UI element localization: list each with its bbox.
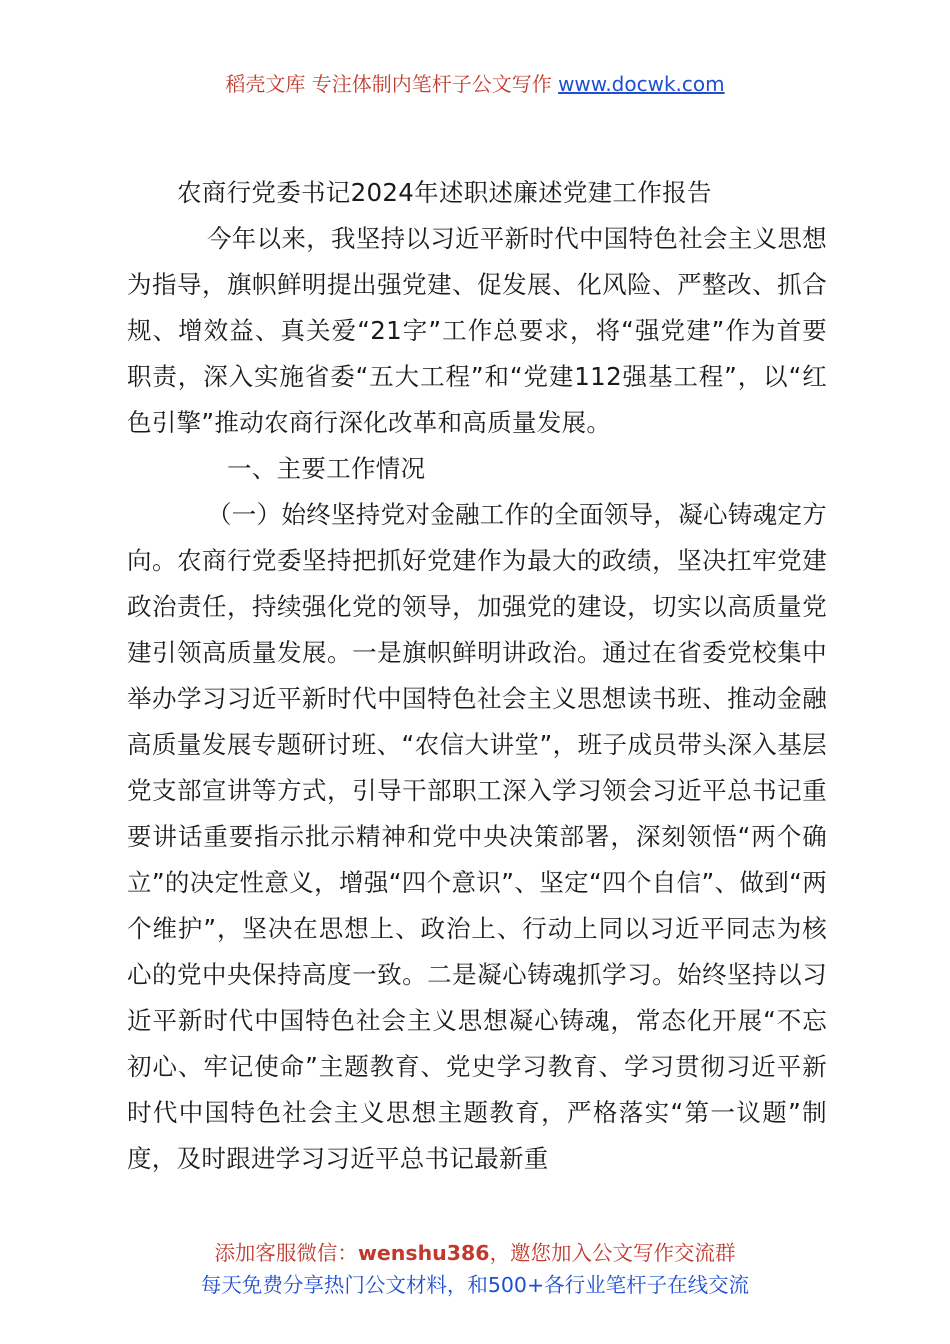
- header-banner: [0, 70, 950, 98]
- brand-tagline: 稻壳文库 专注体制内笔杆子公文写作: [225, 72, 559, 96]
- wechat-id: wenshu386: [357, 1241, 490, 1265]
- footer-contact-line: [0, 1237, 950, 1269]
- contact-prefix: 添加客服微信：: [214, 1241, 358, 1265]
- section-paragraph: （一）始终坚持党对金融工作的全面领导，凝心铸魂定方向。农商行党委坚持把抓好党建作为最大的政绩，坚决扛牢党建政治责任，持续强化党的领导，加强党的建设，切实以高质量党建引领高质量发展。一是旗帜鲜明讲政治。通过在省委党校集中举办学习习近平新时代中国特色社会主义思想读书班、推动金融高质量发展专题研讨班、“农信大讲堂”，班子成员带头深入基层党支部宣讲等方式，引导干部职工深入学习领会习近平总书记重要讲话重要指示批示精神和党中央决策部署，深刻领悟“两个确立”的决定性意义，增强“四个意识”、坚定“四个自信”、做到“两个维护”，坚决在思想上、政治上、行动上同以习近平同志为核心的党中央保持高度一致。二是凝心铸魂抓学习。始终坚持以习近平新时代中国特色社会主义思想凝心铸魂，常态化开展“不忘初心、牢记使命”主题教育、党史学习教育、学习贯彻习近平新时代中国特色社会主义思想主题教育，严格落实“第一议题”制度，及时跟进学习习近平总书记最新重: [127, 500, 827, 1173]
- site-link[interactable]: www.docwk.com: [558, 72, 725, 96]
- intro-paragraph: 今年以来，我坚持以习近平新时代中国特色社会主义思想为指导，旗帜鲜明提出强党建、促发展、化风险、严整改、抓合规、增效益、真关爱“21字”工作总要求，将“强党建”作为首要职责，深入实施省委“五大工程”和“党建112强基工程”，以“红色引擎”推动农商行深化改革和高质量发展。: [127, 224, 827, 437]
- document-title: 农商行党委书记2024年述职述廉述党建工作报告: [177, 178, 712, 207]
- contact-suffix: ，邀您加入公文写作交流群: [489, 1241, 736, 1265]
- document-body: [127, 170, 827, 1182]
- section-heading: 一、主要工作情况: [227, 454, 426, 483]
- footer-promo: [0, 1237, 950, 1301]
- footer-share-line: 每天免费分享热门公文材料，和500+各行业笔杆子在线交流: [200, 1273, 750, 1297]
